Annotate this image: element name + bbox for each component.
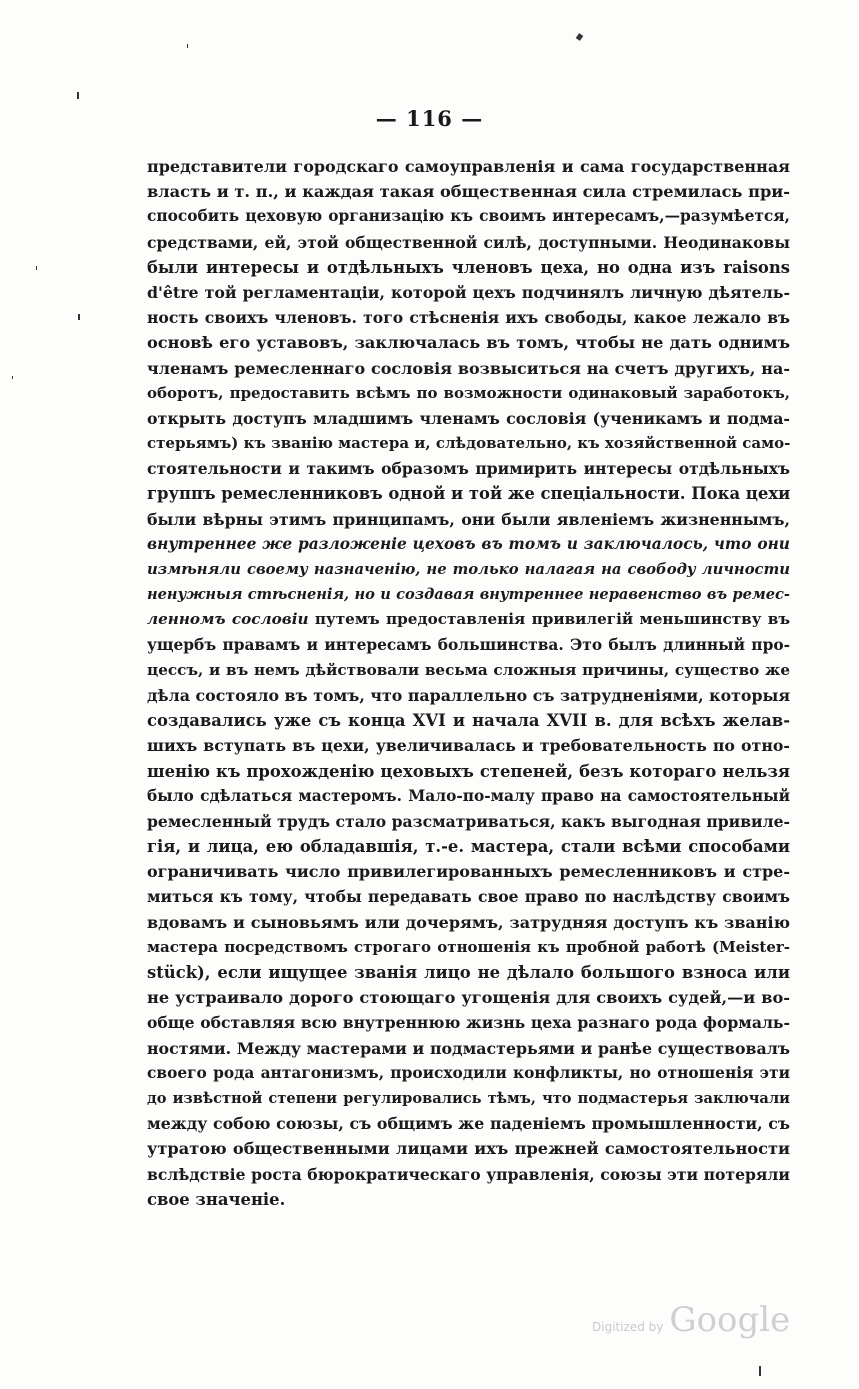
text-run: шихъ вступать въ цехи, увеличивалась и требовательность по отно- (147, 736, 790, 756)
text-run: ностями. Между мастерами и подмастерьями и ранѣе существовалъ (147, 1038, 790, 1058)
page-number: — 116 — (375, 106, 484, 131)
text-line (147, 1111, 790, 1136)
italic-text: ленномъ сословіи (147, 610, 309, 629)
scan-speck (78, 314, 80, 320)
text-run: между собою союзы, съ общимъ же паденіемъ промышленности, съ (147, 1114, 790, 1134)
text-run: средствами, ей, этой общественной силѣ, доступными. Неодинаковы (147, 232, 790, 252)
text-line (147, 582, 790, 607)
text-line (147, 1136, 790, 1161)
text-run: путемъ предоставленія привилегій меньшинству въ (308, 610, 790, 629)
text-run: были вѣрны этимъ принципамъ, они были явленіемъ жизненнымъ, (147, 509, 790, 529)
text-run: гія, и лица, ею обладавшія, т.-е. мастера, стали всѣми способами (147, 837, 790, 857)
text-run: миться къ тому, чтобы передавать свое право по наслѣдству своимъ (147, 887, 790, 907)
text-line (147, 154, 790, 179)
text-line (147, 759, 790, 784)
text-line (147, 507, 790, 532)
text-run: stück), если ищущее званія лицо не дѣлало большого взноса или (147, 963, 790, 982)
scan-speck (12, 376, 13, 379)
text-run: мастера посредствомъ строгаго отношенія къ пробной работѣ (Meister- (147, 937, 790, 956)
text-run: было сдѣлаться мастеромъ. Мало-по-малу право на самостоятельный (147, 786, 790, 805)
scan-speck (36, 266, 37, 270)
text-run: не устраивало дорого стоющаго угощенія для своихъ судей,—и во- (147, 988, 790, 1008)
text-run: вдовамъ и сыновьямъ или дочерямъ, затрудняя доступъ къ званію (147, 912, 790, 932)
body-text (147, 154, 790, 1212)
text-run: были интересы и отдѣльныхъ членовъ цеха, но одна изъ raisons (147, 257, 790, 277)
text-run: шенію къ прохожденію цеховыхъ степеней, безъ котораго нельзя (147, 761, 790, 781)
text-run: своего рода антагонизмъ, происходили конфликты, но отношенія эти (147, 1063, 790, 1082)
text-line (147, 633, 790, 658)
text-line (147, 784, 790, 809)
text-line (147, 708, 790, 733)
text-run: ограничивать число привилегированныхъ ремесленниковъ и стре- (147, 862, 790, 882)
text-run: дѣла состояло въ томъ, что параллельно съ затрудненіями, которыя (147, 685, 790, 705)
text-line (147, 230, 790, 255)
scan-speck (759, 1366, 761, 1376)
text-line (147, 381, 790, 406)
text-line (147, 834, 790, 859)
text-line (147, 607, 790, 632)
text-line (147, 683, 790, 708)
text-run: вслѣдствіе роста бюрократическаго управленія, союзы эти потеряли (147, 1164, 790, 1184)
text-run: представители городскаго самоуправленія и сама государственная (147, 157, 790, 176)
text-line (147, 960, 790, 985)
italic-text: внутреннее же разложеніе цеховъ въ томъ и заключалось, что они (147, 534, 790, 553)
digitized-watermark (592, 1300, 790, 1340)
text-line (147, 985, 790, 1010)
text-run: создавались уже съ конца XVI и начала XVII в. для всѣхъ желав- (147, 711, 790, 731)
text-run: ущербъ правамъ и интересамъ большинства. Это былъ длинный про- (147, 635, 790, 654)
scan-speck (187, 44, 188, 48)
text-line (147, 910, 790, 935)
text-line (147, 532, 790, 557)
text-run: стерьямъ) къ званію мастера и, слѣдовательно, къ хозяйственной само- (147, 434, 790, 453)
text-line (147, 204, 790, 229)
text-run: ремесленный трудъ стало разсматриваться, какъ выгодная привиле- (147, 811, 790, 831)
google-logo: Google (669, 1300, 791, 1340)
text-line (147, 1010, 790, 1035)
text-line (147, 733, 790, 758)
text-line (147, 1162, 790, 1187)
text-run: основѣ его уставовъ, заключалась въ томъ, чтобы не дать однимъ (147, 333, 790, 353)
text-line (147, 255, 790, 280)
text-line (147, 935, 790, 960)
text-run: обще обставляя всю внутреннюю жизнь цеха разнаго рода формаль- (147, 1013, 790, 1033)
scan-speck (576, 33, 584, 41)
italic-text: ненужныя стѣсненія, но и создавая внутреннее неравенство въ ремес- (147, 586, 790, 604)
watermark-prefix: Digitized by (592, 1320, 664, 1334)
text-run: ность своихъ членовъ. того стѣсненія ихъ свободы, какое лежало въ (147, 308, 790, 328)
text-line (147, 456, 790, 481)
text-line (147, 1086, 790, 1111)
text-line (147, 1036, 790, 1061)
text-line (147, 330, 790, 355)
text-run: d'être той регламентаціи, которой цехъ подчинялъ личную дѣятель- (147, 282, 790, 302)
text-run: до извѣстной степени регулировались тѣмъ, что подмастерья заключали (147, 1089, 790, 1107)
text-line (147, 356, 790, 381)
text-line (147, 305, 790, 330)
italic-text: измѣняли своему назначенію, не только налагая на свободу личности (147, 561, 790, 578)
text-line (147, 859, 790, 884)
text-run: способить цеховую организацію къ своимъ интересамъ,—разумѣется, (147, 207, 790, 226)
text-line (147, 809, 790, 834)
text-run: оборотъ, предоставить всѣмъ по возможности одинаковый заработокъ, (147, 383, 790, 402)
text-line (147, 406, 790, 431)
text-line (147, 884, 790, 909)
text-line (147, 1187, 790, 1212)
text-run: группъ ремесленниковъ одной и той же спеціальности. Пока цехи (147, 484, 790, 504)
text-line (147, 179, 790, 204)
text-run: утратою общественными лицами ихъ прежней самостоятельности (147, 1139, 790, 1159)
text-line (147, 658, 790, 683)
text-run: стоятельности и такимъ образомъ примирить интересы отдѣльныхъ (147, 459, 790, 479)
text-run: открыть доступъ младшимъ членамъ сословія (ученикамъ и подма- (147, 408, 790, 428)
text-line (147, 481, 790, 506)
text-line (147, 557, 790, 582)
text-line (147, 431, 790, 456)
text-run: цессъ, и въ немъ дѣйствовали весьма сложныя причины, существо же (147, 660, 790, 679)
text-line (147, 280, 790, 305)
text-run: членамъ ремесленнаго сословія возвыситься на счетъ другихъ, на- (147, 358, 790, 378)
text-run: свое значеніе. (147, 1189, 286, 1209)
text-line (147, 1061, 790, 1086)
text-run: власть и т. п., и каждая такая общественная сила стремилась при- (147, 182, 790, 202)
scan-speck (77, 92, 79, 99)
